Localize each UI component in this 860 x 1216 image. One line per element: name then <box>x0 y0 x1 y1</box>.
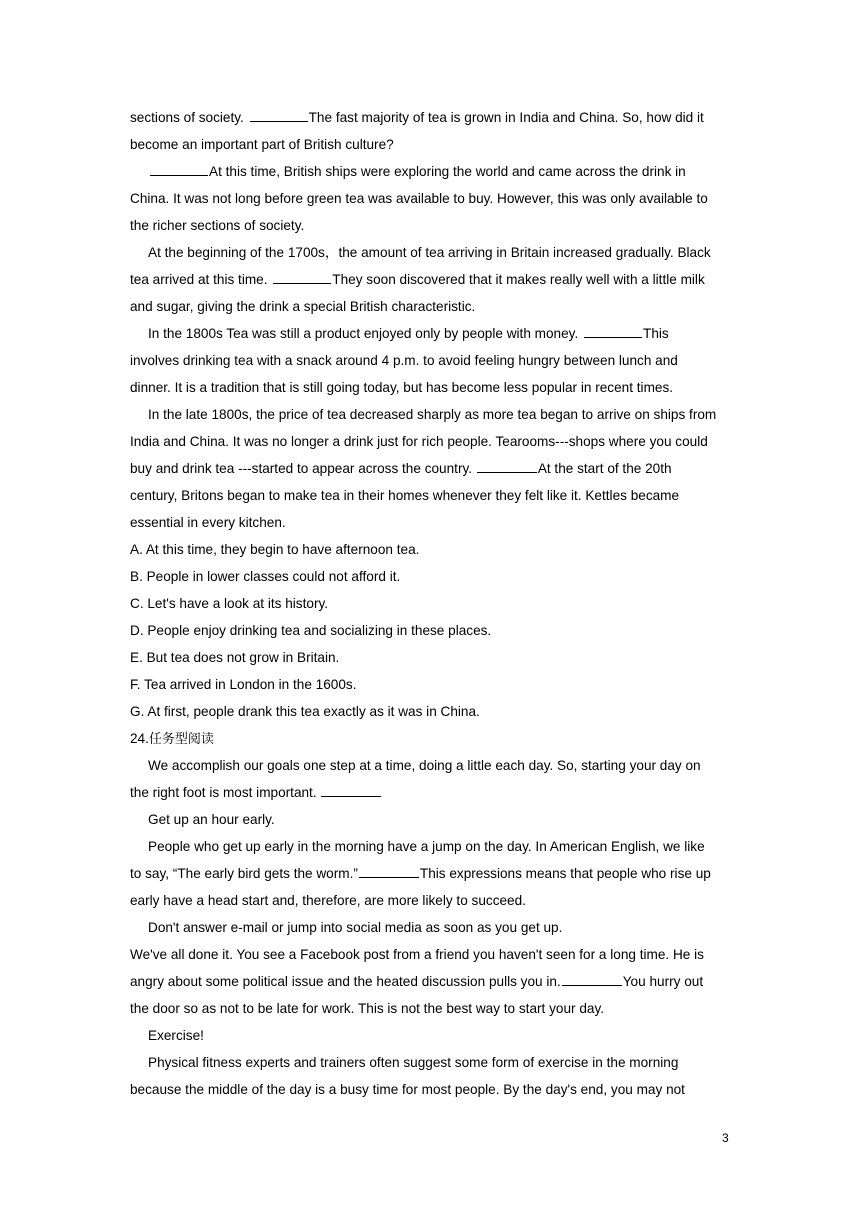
line-text: People who get up early in the morning have a jump on the day. In American English, we like <box>148 839 705 854</box>
line-text: This <box>643 326 669 341</box>
line-text: In the 1800s Tea was still a product enjoyed only by people with money. <box>148 326 583 341</box>
text-line <box>130 752 730 779</box>
line-text: They soon discovered that it makes really well with a little milk <box>332 272 705 287</box>
line-text: angry about some political issue and the heated discussion pulls you in. <box>130 974 561 989</box>
text-line <box>130 320 730 347</box>
text-line <box>130 914 730 941</box>
line-text: You hurry out <box>622 974 704 989</box>
text-line <box>130 1022 730 1049</box>
document-body <box>130 104 730 1103</box>
line-text: D. People enjoy drinking tea and socializing in these places. <box>130 623 492 638</box>
line-text: because the middle of the day is a busy time for most people. By the day's end, you may not <box>130 1082 685 1097</box>
answer-blank <box>477 458 537 473</box>
text-line <box>130 212 730 239</box>
text-line <box>130 428 730 455</box>
answer-blank <box>321 782 381 797</box>
answer-blank <box>250 108 308 122</box>
text-line <box>130 887 730 914</box>
line-text: to say, “The early bird gets the worm.” <box>130 866 358 881</box>
line-text: Don't answer e-mail or jump into social media as soon as you get up. <box>148 920 563 935</box>
text-line <box>130 158 730 185</box>
line-text: B. People in lower classes could not afford it. <box>130 569 401 584</box>
text-line <box>130 374 730 401</box>
text-line <box>130 239 730 266</box>
line-text: 24. <box>130 731 149 746</box>
text-line <box>130 131 730 158</box>
text-line <box>130 509 730 536</box>
text-line <box>130 617 730 644</box>
line-text: buy and drink tea ---started to appear across the country. <box>130 461 476 476</box>
text-line <box>130 563 730 590</box>
line-text: sections of society. <box>130 110 248 125</box>
text-line <box>130 482 730 509</box>
answer-blank <box>150 162 208 176</box>
text-line <box>130 968 730 995</box>
text-line <box>130 833 730 860</box>
line-text: Get up an hour early. <box>148 812 275 827</box>
line-text: the richer sections of society. <box>130 218 305 233</box>
line-text: century, Britons began to make tea in their homes whenever they felt like it. Kettles became <box>130 488 680 503</box>
line-text: We accomplish our goals one step at a time, doing a little each day. So, starting your day on <box>148 758 701 773</box>
line-text: and sugar, giving the drink a special British characteristic. <box>130 299 476 314</box>
line-text: This expressions means that people who rise up <box>419 866 711 881</box>
line-text: A. At this time, they begin to have afternoon tea. <box>130 542 420 557</box>
line-text: E. But tea does not grow in Britain. <box>130 650 340 665</box>
line-text: early have a head start and, therefore, are more likely to succeed. <box>130 893 526 908</box>
line-text: At this time, British ships were exploring the world and came across the drink in <box>209 164 686 179</box>
text-line <box>130 455 730 482</box>
text-line <box>130 1049 730 1076</box>
text-line <box>130 590 730 617</box>
answer-blank <box>584 324 642 338</box>
line-text: At the beginning of the 1700s，the amount of tea arriving in Britain increased gradually. Black <box>148 245 711 260</box>
line-text: Exercise! <box>148 1028 204 1043</box>
line-text: G. At first, people drank this tea exactly as it was in China. <box>130 704 480 719</box>
answer-blank <box>273 270 331 284</box>
line-text: the door so as not to be late for work. This is not the best way to start your day. <box>130 1001 605 1016</box>
text-line <box>130 293 730 320</box>
text-line <box>130 347 730 374</box>
line-text: F. Tea arrived in London in the 1600s. <box>130 677 357 692</box>
line-text: become an important part of British culture? <box>130 137 394 152</box>
text-line <box>130 725 730 752</box>
text-line <box>130 698 730 725</box>
line-text: the right foot is most important. <box>130 785 321 800</box>
line-text: tea arrived at this time. <box>130 272 272 287</box>
line-text: dinner. It is a tradition that is still going today, but has become less popular in recent times. <box>130 380 674 395</box>
line-text: At the start of the 20th <box>537 461 672 476</box>
text-line <box>130 995 730 1022</box>
text-line <box>130 1076 730 1103</box>
line-text: China. It was not long before green tea was available to buy. However, this was only available to <box>130 191 708 206</box>
text-line <box>130 266 730 293</box>
text-line <box>130 104 730 131</box>
line-text: Physical fitness experts and trainers often suggest some form of exercise in the morning <box>148 1055 679 1070</box>
text-line <box>130 644 730 671</box>
text-line <box>130 779 730 806</box>
line-text: The fast majority of tea is grown in India and China. So, how did it <box>308 110 704 125</box>
section-heading-cjk: 任务型阅读 <box>148 732 214 747</box>
text-line <box>130 806 730 833</box>
text-line <box>130 536 730 563</box>
answer-blank <box>562 971 622 986</box>
line-text: C. Let's have a look at its history. <box>130 596 329 611</box>
text-line <box>130 401 730 428</box>
line-text: India and China. It was no longer a drink just for rich people. Tearooms---shops where you could <box>130 434 708 449</box>
answer-blank <box>359 863 419 878</box>
line-text: We've all done it. You see a Facebook post from a friend you haven't seen for a long time. He is <box>130 947 704 962</box>
line-text: involves drinking tea with a snack around 4 p.m. to avoid feeling hungry between lunch and <box>130 353 678 368</box>
text-line <box>130 185 730 212</box>
line-text: essential in every kitchen. <box>130 515 286 530</box>
page-number: 3 <box>722 1131 729 1145</box>
line-text: In the late 1800s, the price of tea decreased sharply as more tea began to arrive on ships from <box>148 407 717 422</box>
text-line <box>130 860 730 887</box>
text-line <box>130 941 730 968</box>
text-line <box>130 671 730 698</box>
